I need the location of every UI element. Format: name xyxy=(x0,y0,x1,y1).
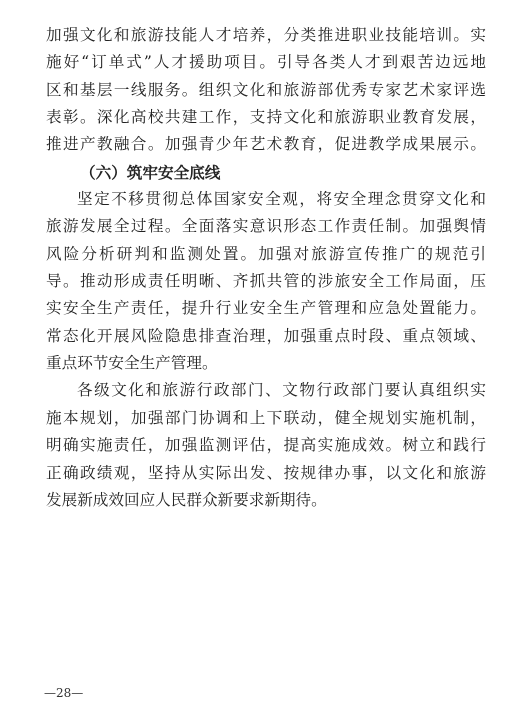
text-line: 正确政绩观，坚持从实际出发、按规律办事，以文化和旅游 xyxy=(46,463,486,482)
text-line: 导。推动形成责任明晰、齐抓共管的涉旅安全工作局面，压 xyxy=(46,272,486,291)
text-line: 实安全生产责任，提升行业安全生产管理和应急处置能力。 xyxy=(46,299,486,318)
paragraph-safety xyxy=(46,186,486,377)
text-line: 施本规划，加强部门协调和上下联动，健全规划实施机制， xyxy=(46,408,486,427)
text-line: 风险分析研判和监测处置。加强对旅游宣传推广的规范引 xyxy=(46,244,486,263)
text-line: 明确实施责任，加强监测评估，提高实施成效。树立和践行 xyxy=(46,436,486,455)
text-line: 各级文化和旅游行政部门、文物行政部门要认真组织实 xyxy=(77,381,486,400)
text-line: 旅游发展全过程。全面落实意识形态工作责任制。加强舆情 xyxy=(46,217,486,236)
paragraph-talent-training xyxy=(46,22,486,159)
document-body xyxy=(46,22,486,514)
text-line: 常态化开展风险隐患排查治理，加强重点时段、重点领域、 xyxy=(46,326,486,345)
text-line: 加强文化和旅游技能人才培养，分类推进职业技能培训。实 xyxy=(46,26,486,44)
page-number: —28— xyxy=(44,686,84,700)
text-line: 施好“订单式”人才援助项目。引导各类人才到艰苦边远地 xyxy=(46,53,486,72)
text-line: 坚定不移贯彻总体国家安全观，将安全理念贯穿文化和 xyxy=(77,190,486,209)
text-line: 区和基层一线服务。组织文化和旅游部优秀专家艺术家评选 xyxy=(46,80,486,99)
paragraph-implementation xyxy=(46,377,486,514)
text-line: 表彰。深化高校共建工作，支持文化和旅游职业教育发展， xyxy=(46,108,486,127)
text-line: 推进产教融合。加强青少年艺术教育，促进教学成果展示。 xyxy=(46,135,486,154)
text-line: 重点环节安全生产管理。 xyxy=(46,354,218,373)
section-heading: （六）筑牢安全底线 xyxy=(80,162,221,182)
text-line: 发展新成效回应人民群众新要求新期待。 xyxy=(46,490,327,509)
